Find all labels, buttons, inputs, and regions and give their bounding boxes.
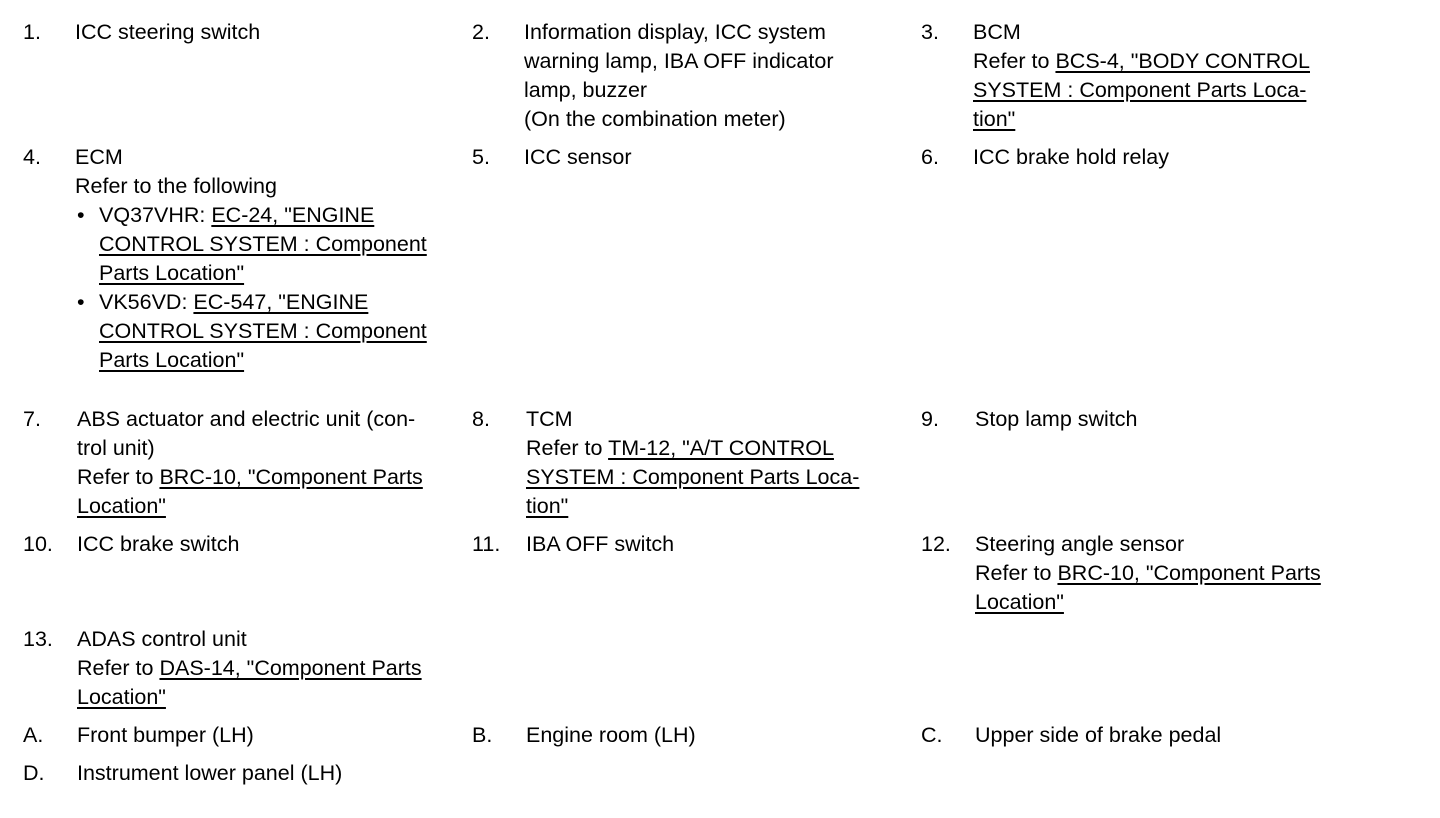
bullet-item <box>75 201 475 288</box>
reference-link[interactable]: SYSTEM : Component Parts Loca- <box>973 78 1307 102</box>
refer-prefix: Refer to <box>526 436 609 460</box>
bullet-label: VQ37VHR: <box>99 203 212 227</box>
refer-prefix: Refer to <box>973 49 1056 73</box>
reference-link[interactable]: BRC-10, "Component Parts <box>1057 561 1321 585</box>
item-number: 8. <box>472 407 490 431</box>
item-title: Steering angle sensor <box>975 532 1185 556</box>
item-number: 7. <box>23 407 41 431</box>
reference-link[interactable]: BCS-4, "BODY CONTROL <box>1055 49 1310 73</box>
reference-link[interactable]: EC-24, "ENGINE <box>211 203 375 227</box>
item-title: Stop lamp switch <box>975 407 1138 431</box>
refer-text: Refer to the following <box>75 174 277 198</box>
reference-link[interactable]: CONTROL SYSTEM : Component <box>99 319 427 343</box>
item-number: 11. <box>472 532 501 556</box>
item-number: 2. <box>472 20 490 44</box>
reference-link[interactable]: Location" <box>77 494 166 518</box>
item-title: ICC brake switch <box>77 532 240 556</box>
refer-prefix: Refer to <box>975 561 1058 585</box>
item-title: ADAS control unit <box>77 627 247 651</box>
reference-link[interactable]: Parts Location" <box>99 348 245 372</box>
reference-link[interactable]: DAS-14, "Component Parts <box>159 656 422 680</box>
item-letter: C. <box>921 723 943 747</box>
item-title: Upper side of brake pedal <box>975 723 1222 747</box>
bullet-item <box>75 288 475 375</box>
reference-link[interactable]: EC-547, "ENGINE <box>193 290 369 314</box>
item-title: ICC sensor <box>524 145 632 169</box>
item-number: 6. <box>921 145 939 169</box>
item-letter: B. <box>472 723 493 747</box>
reference-link[interactable]: SYSTEM : Component Parts Loca- <box>526 465 860 489</box>
item-title: Front bumper (LH) <box>77 723 254 747</box>
reference-link[interactable]: CONTROL SYSTEM : Component <box>99 232 427 256</box>
item-title-line: (On the combination meter) <box>524 107 786 131</box>
reference-link[interactable]: BRC-10, "Component Parts <box>159 465 423 489</box>
item-title: ECM <box>75 145 123 169</box>
item-title: Instrument lower panel (LH) <box>77 761 343 785</box>
item-letter: A. <box>23 723 44 747</box>
bullet-icon: • <box>77 290 85 314</box>
item-number: 9. <box>921 407 939 431</box>
reference-link[interactable]: Parts Location" <box>99 261 245 285</box>
refer-prefix: Refer to <box>77 465 160 489</box>
item-title: ICC brake hold relay <box>973 145 1169 169</box>
item-title-line: trol unit) <box>77 436 155 460</box>
item-title: IBA OFF switch <box>526 532 675 556</box>
item-number: 4. <box>23 145 41 169</box>
bullet-label: VK56VD: <box>99 290 194 314</box>
item-number: 13. <box>23 627 53 651</box>
reference-link[interactable]: tion" <box>973 107 1016 131</box>
item-number: 12. <box>921 532 951 556</box>
reference-link[interactable]: TM-12, "A/T CONTROL <box>608 436 834 460</box>
item-title-line: lamp, buzzer <box>524 78 648 102</box>
item-number: 1. <box>23 20 41 44</box>
reference-link[interactable]: Location" <box>975 590 1064 614</box>
item-letter: D. <box>23 761 45 785</box>
item-title-line: ABS actuator and electric unit (con- <box>77 407 416 431</box>
item-title: BCM <box>973 20 1021 44</box>
item-number: 3. <box>921 20 939 44</box>
item-title: Engine room (LH) <box>526 723 696 747</box>
item-number: 5. <box>472 145 490 169</box>
item-title-line: warning lamp, IBA OFF indicator <box>524 49 834 73</box>
reference-link[interactable]: Location" <box>77 685 166 709</box>
reference-link[interactable]: tion" <box>526 494 569 518</box>
refer-prefix: Refer to <box>77 656 160 680</box>
item-title: TCM <box>526 407 573 431</box>
bullet-icon: • <box>77 203 85 227</box>
item-number: 10. <box>23 532 53 556</box>
item-title-line: Information display, ICC system <box>524 20 826 44</box>
item-title: ICC steering switch <box>75 20 261 44</box>
